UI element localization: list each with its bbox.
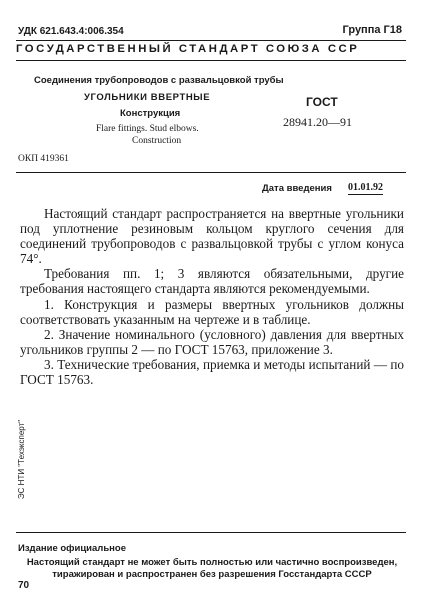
side-watermark-label: ЭС НТИ "Техэксперт" xyxy=(17,419,27,500)
reprint-notice: Настоящий стандарт не может быть полностью или частично воспроизведен, тиражирован и распространен без разрешения Госстандарта СССР xyxy=(26,557,398,580)
introduction-date-label: Дата введения xyxy=(262,183,332,194)
gost-label: ГОСТ xyxy=(306,95,338,109)
page-number: 70 xyxy=(18,580,30,591)
official-edition-label: Издание официальное xyxy=(18,543,126,554)
paragraph-requirements: Требования пп. 1; 3 являются обязательными, другие требования настоящего стандарта являются рекомендуемыми. xyxy=(20,266,404,297)
header-bottom-rule xyxy=(16,60,406,61)
gost-number: 28941.20—91 xyxy=(283,115,352,129)
english-title-line-2: Construction xyxy=(132,136,182,146)
introduction-date-value: 01.01.92 xyxy=(348,182,383,193)
series-title: Соединения трубопроводов с развальцовкой трубы xyxy=(34,75,284,86)
top-rule xyxy=(16,40,406,41)
footer-rule xyxy=(16,532,406,533)
okp-code: ОКП 419361 xyxy=(18,154,69,164)
paragraph-clause-3: 3. Технические требования, приемка и методы испытаний — по ГОСТ 15763. xyxy=(20,356,404,388)
group-code: Группа Г18 xyxy=(342,24,402,36)
udk-code: УДК 621.643.4:006.354 xyxy=(18,26,124,37)
okp-rule xyxy=(16,172,406,173)
english-title-line-1: Flare fittings. Stud elbows. xyxy=(96,124,199,134)
paragraph-clause-1: 1. Конструкция и размеры ввертных угольников должны соответствовать указанным на чертеже и в таблице. xyxy=(20,296,404,327)
document-subtitle: Конструкция xyxy=(120,108,181,119)
paragraph-clause-2: 2. Значение номинального (условного) давления для ввертных угольников группы 2 — по ГОСТ 15763, приложение 3. xyxy=(20,326,404,357)
paragraph-scope: Настоящий стандарт распространяется на ввертные угольники под уплотнение резиновым кольцом круглого сечения для соединений трубопроводов с развальцовкой трубы с углом конуса 74°. xyxy=(20,206,404,267)
standard-body-text xyxy=(20,206,404,387)
document-title: УГОЛЬНИКИ ВВЕРТНЫЕ xyxy=(84,92,211,103)
state-standard-heading: ГОСУДАРСТВЕННЫЙ СТАНДАРТ СОЮЗА ССР xyxy=(16,43,360,55)
